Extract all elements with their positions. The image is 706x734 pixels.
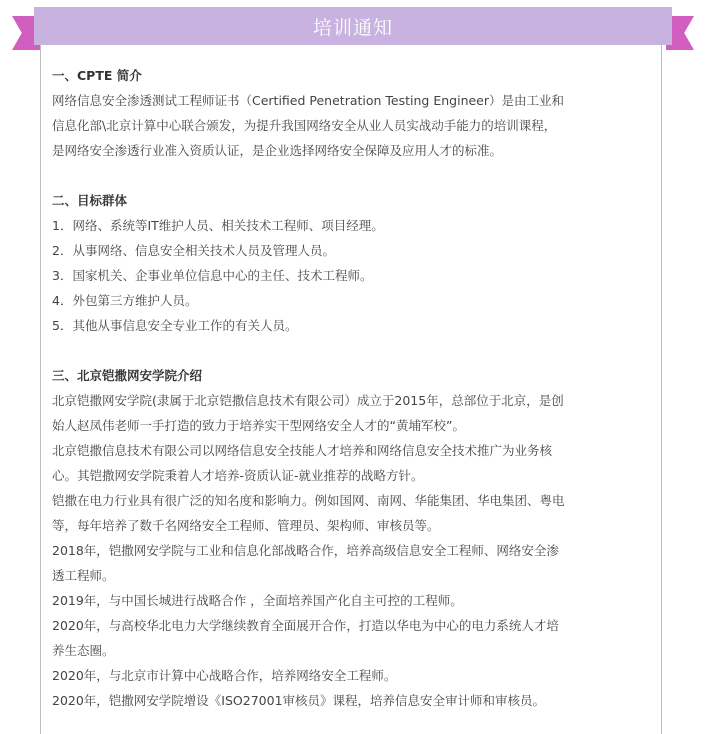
list-item: 2．从事网络、信息安全相关技术人员及管理人员。 — [52, 243, 335, 258]
paragraph-line: 2019年，与中国长城进行战略合作 ，全面培养国产化自主可控的工程师。 — [52, 593, 463, 608]
paragraph-line: 信息化部\北京计算中心联合颁发，为提升我国网络安全从业人员实战动手能力的培训课程， — [52, 118, 557, 133]
list-item: 4．外包第三方维护人员。 — [52, 293, 198, 308]
paragraph-line: 2020年，与高校华北电力大学继续教育全面展开合作，打造以华电为中心的电力系统人才培 — [52, 618, 559, 633]
section-heading-target: 二、目标群体 — [52, 193, 128, 208]
paragraph-line: 网络信息安全渗透测试工程师证书（Certified Penetration Testing Engineer）是由工业和 — [52, 93, 565, 108]
list-item: 1．网络、系统等IT维护人员、相关技术工程师、项目经理。 — [52, 218, 384, 233]
section-heading-academy: 三、北京铠撒网安学院介绍 — [52, 368, 203, 383]
page-title: 培训通知 — [312, 16, 393, 39]
paragraph-line: 始人赵凤伟老师一手打造的致力于培养实干型网络安全人才的“黄埔军校”。 — [52, 418, 465, 433]
paragraph-line: 2018年，铠撒网安学院与工业和信息化部战略合作，培养高级信息安全工程师、网络安全渗 — [52, 543, 559, 558]
paragraph-line: 铠撒在电力行业具有很广泛的知名度和影响力。例如国网、南网、华能集团、华电集团、粤电 — [52, 493, 565, 508]
paragraph-line: 是网络安全渗透行业准入资质认证，是企业选择网络安全保障及应用人才的标准。 — [52, 143, 503, 158]
notice-content — [52, 63, 656, 713]
title-banner — [34, 7, 672, 45]
section-heading-cpte: 一、CPTE 简介 — [52, 68, 142, 83]
list-item: 3．国家机关、企事业单位信息中心的主任、技术工程师。 — [52, 268, 373, 283]
paragraph-line: 2020年，与北京市计算中心战略合作，培养网络安全工程师。 — [52, 668, 397, 683]
paragraph-line: 透工程师。 — [52, 568, 115, 583]
paragraph-line: 心。其铠撒网安学院秉着人才培养-资质认证-就业推荐的战略方针。 — [52, 468, 424, 483]
paragraph-line: 北京铠撒信息技术有限公司以网络信息安全技能人才培养和网络信息安全技术推广为业务核 — [52, 443, 553, 458]
paragraph-line: 北京铠撒网安学院(隶属于北京铠撒信息技术有限公司）成立于2015年，总部位于北京，是创 — [52, 393, 564, 408]
paragraph-line: 2020年，铠撒网安学院增设《ISO27001审核员》课程，培养信息安全审计师和审核员。 — [52, 693, 546, 708]
paragraph-line: 养生态圈。 — [52, 643, 115, 658]
paragraph-line: 等，每年培养了数千名网络安全工程师、管理员、架构师、审核员等。 — [52, 518, 440, 533]
list-item: 5．其他从事信息安全专业工作的有关人员。 — [52, 318, 298, 333]
